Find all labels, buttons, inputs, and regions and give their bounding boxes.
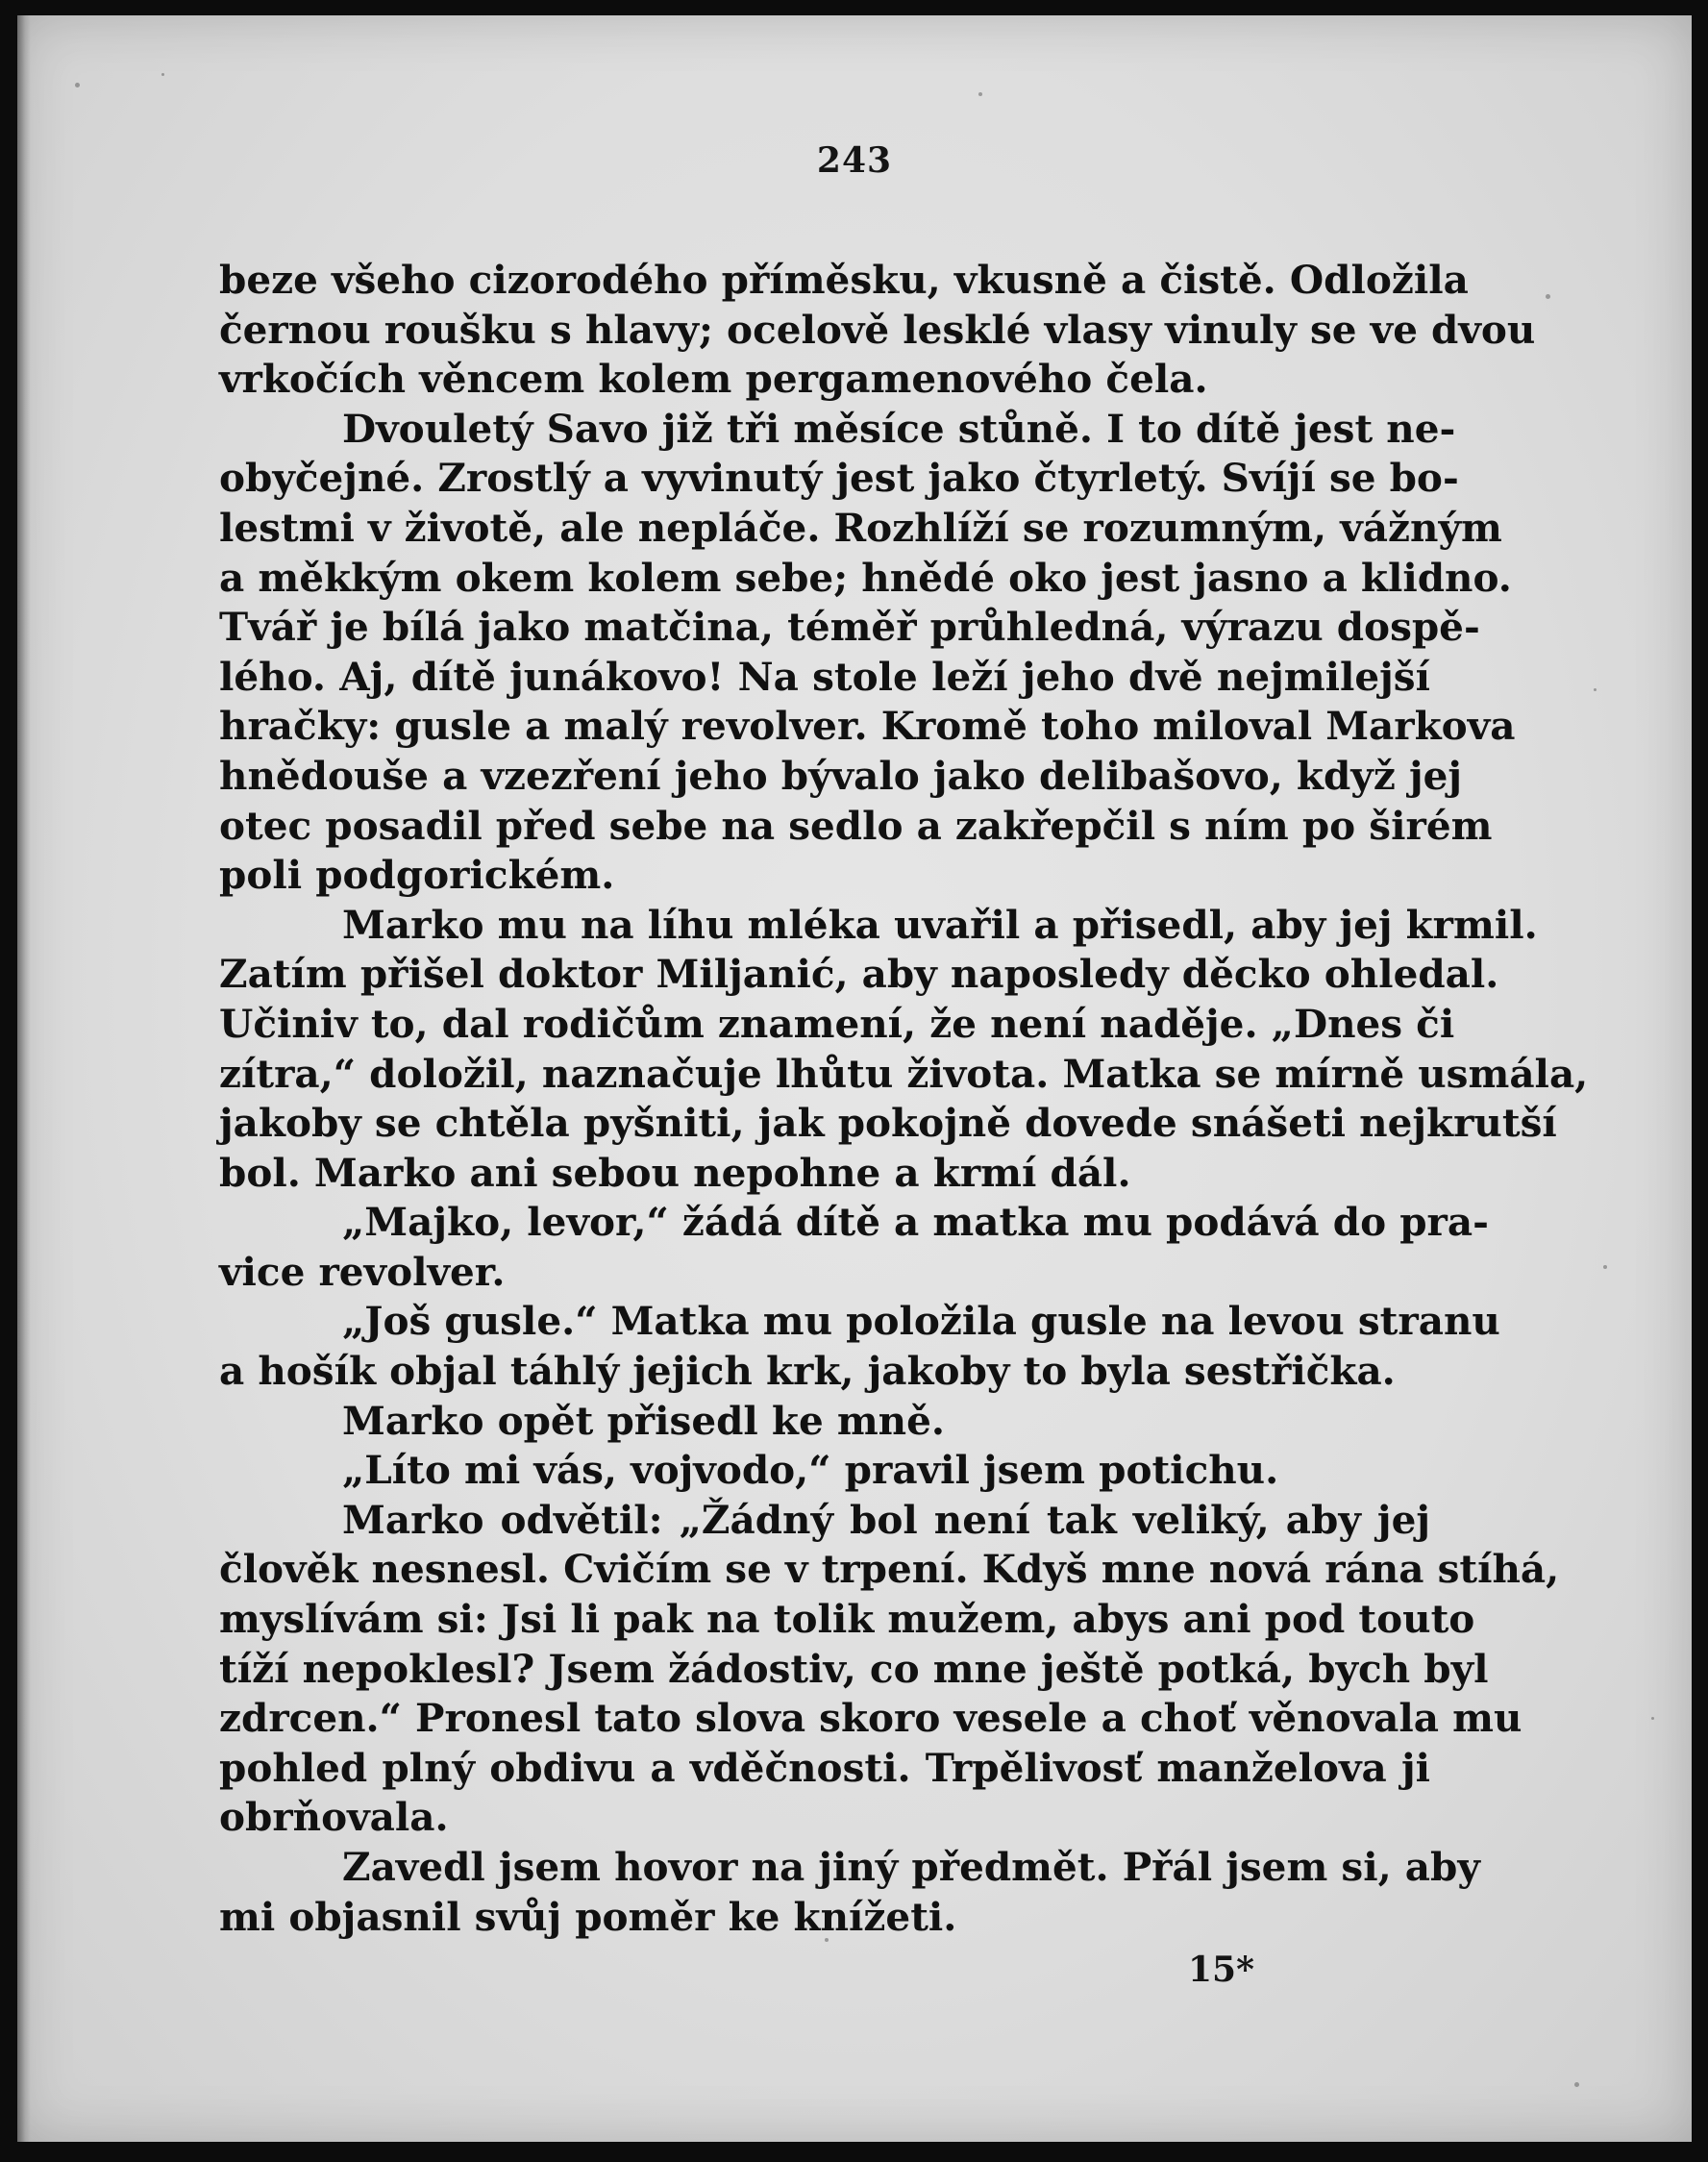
text-line: pohled plný obdivu a vděčnosti. Trpělivosť manželova ji (219, 1744, 1430, 1791)
text-line: hnědouše a vzezření jeho bývalo jako delibašovo, když jej (219, 752, 1463, 799)
text-line: „Líto mi vás, vojvodo,“ pravil jsem potichu. (342, 1447, 1279, 1494)
text-line: „Još gusle.“ Matka mu položila gusle na levou stranu (342, 1298, 1500, 1345)
scan-speckle (1651, 1717, 1654, 1720)
text-line: a hošík objal táhlý jejich krk, jakoby to byla sestřička. (219, 1348, 1396, 1395)
text-line: zítra,“ doložil, naznačuje lhůtu života. Matka se mírně usmála, (219, 1050, 1589, 1097)
text-line: Učiniv to, dal rodičům znamení, že není naděje. „Dnes či (219, 1000, 1455, 1047)
text-line: Marko opět přisedl ke mně. (342, 1397, 945, 1444)
text-line: Marko mu na líhu mléka uvařil a přisedl, aby jej krmil. (342, 901, 1538, 948)
text-line: hračky: gusle a malý revolver. Kromě toho miloval Markova (219, 703, 1516, 750)
page-number: 243 (816, 140, 893, 181)
text-line: obrňovala. (219, 1794, 449, 1841)
page-edge-shadow (17, 15, 31, 2142)
text-line: Dvouletý Savo již tři měsíce stůně. I to dítě jest ne- (342, 405, 1456, 452)
text-line: vice revolver. (219, 1248, 506, 1295)
text-line: poli podgorickém. (219, 852, 615, 899)
text-line: Tvář je bílá jako matčina, téměř průhledná, výrazu dospě- (219, 604, 1480, 651)
text-line: člověk nesnesl. Cvičím se v trpení. Kdyš mne nová rána stíhá, (219, 1546, 1560, 1593)
scan-speckle (1546, 294, 1550, 299)
text-line: černou roušku s hlavy; ocelově lesklé vlasy vinuly se ve dvou (219, 306, 1536, 353)
text-line: a měkkým okem kolem sebe; hnědé oko jest jasno a klidno. (219, 554, 1512, 601)
scan-speckle (1603, 1265, 1607, 1269)
signature-mark: 15* (1188, 1950, 1254, 1990)
book-page (17, 15, 1692, 2142)
text-line: obyčejné. Zrostlý a vyvinutý jest jako čtyrletý. Svíjí se bo- (219, 455, 1459, 502)
text-line: bol. Marko ani sebou nepohne a krmí dál. (219, 1149, 1131, 1196)
text-line: Zavedl jsem hovor na jiný předmět. Přál jsem si, aby (342, 1844, 1480, 1890)
scan-speckle (978, 92, 982, 96)
text-line: „Majko, levor,“ žádá dítě a matka mu podává do pra- (342, 1199, 1489, 1246)
body-text (219, 256, 1589, 1942)
scan-speckle (75, 83, 80, 87)
scan-speckle (161, 73, 164, 76)
scan-speckle (1594, 688, 1597, 691)
text-line: lého. Aj, dítě junákovo! Na stole leží jeho dvě nejmilejší (219, 653, 1430, 700)
text-line: otec posadil před sebe na sedlo a zakřepčil s ním po širém (219, 802, 1493, 849)
text-line: myslívám si: Jsi li pak na tolik mužem, abys ani pod touto (219, 1596, 1475, 1643)
text-line: mi objasnil svůj poměr ke knížeti. (219, 1893, 957, 1940)
text-line: vrkočích věncem kolem pergamenového čela. (219, 356, 1208, 403)
text-line: tíží nepoklesl? Jsem žádostiv, co mne ještě potká, bych byl (219, 1645, 1489, 1692)
text-line: beze všeho cizorodého příměsku, vkusně a čistě. Odložila (219, 257, 1469, 303)
text-line: zdrcen.“ Pronesl tato slova skoro vesele a choť věnovala mu (219, 1695, 1522, 1742)
text-line: Marko odvětil: „Žádný bol není tak veliký, aby jej (342, 1496, 1430, 1543)
text-line: Zatím přišel doktor Miljanić, aby naposledy děcko ohledal. (219, 951, 1499, 998)
text-line: lestmi v životě, ale nepláče. Rozhlíží se rozumným, vážným (219, 504, 1502, 551)
scan-speckle (1574, 2082, 1579, 2087)
text-line: jakoby se chtěla pyšniti, jak pokojně dovede snášeti nejkrutší (219, 1100, 1557, 1147)
